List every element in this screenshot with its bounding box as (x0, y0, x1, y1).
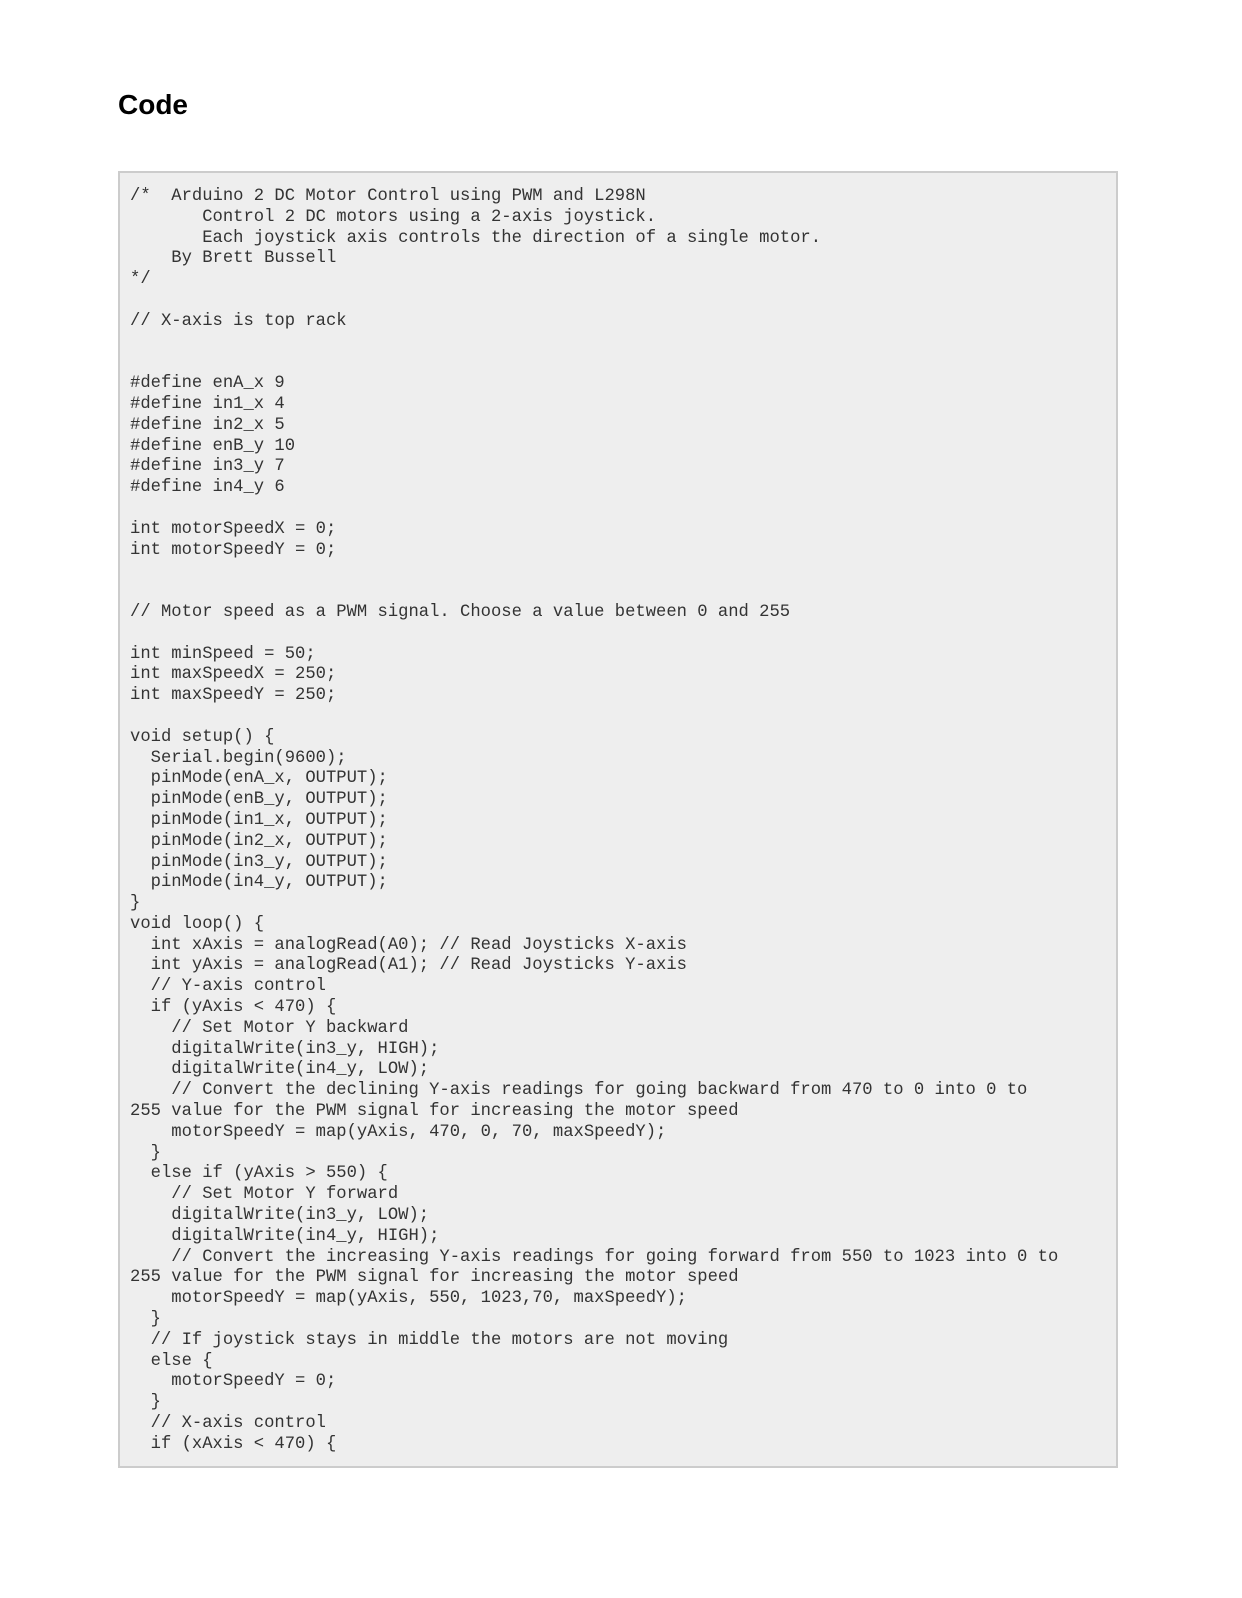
code-line (130, 499, 1108, 520)
code-line: // Set Motor Y backward (130, 1018, 409, 1038)
code-line: digitalWrite(in3_y, HIGH); (130, 1039, 440, 1059)
code-line: pinMode(in4_y, OUTPUT); (130, 873, 388, 893)
code-line (130, 291, 1108, 312)
code-line: pinMode(in1_x, OUTPUT); (130, 810, 388, 830)
code-line: } (130, 1143, 161, 1163)
code-line: // X-axis control (130, 1414, 326, 1434)
code-line: #define in2_x 5 (130, 415, 285, 435)
code-line: } (130, 894, 141, 914)
code-line: #define in3_y 7 (130, 457, 285, 477)
code-line: Control 2 DC motors using a 2-axis joystick. (130, 207, 657, 227)
code-line: pinMode(in3_y, OUTPUT); (130, 852, 388, 872)
code-line: digitalWrite(in4_y, HIGH); (130, 1226, 440, 1246)
code-line: // Convert the declining Y-axis readings for going backward from 470 to 0 into 0 to (130, 1081, 1028, 1101)
code-line: int motorSpeedY = 0; (130, 540, 337, 560)
code-line: */ (130, 270, 151, 290)
code-line: void setup() { (130, 727, 275, 747)
code-line: // Y-axis control (130, 977, 326, 997)
code-line: /* Arduino 2 DC Motor Control using PWM and L298N (130, 187, 646, 206)
code-line: // Motor speed as a PWM signal. Choose a value between 0 and 255 (130, 602, 791, 622)
code-block (118, 171, 1118, 1468)
code-line: } (130, 1310, 161, 1330)
code-line: int maxSpeedY = 250; (130, 686, 337, 706)
code-line: 255 value for the PWM signal for increasing the motor speed (130, 1268, 739, 1288)
code-line: int yAxis = analogRead(A1); // Read Joysticks Y-axis (130, 956, 687, 976)
code-line: else { (130, 1351, 213, 1371)
code-line (130, 561, 1108, 582)
code-line: digitalWrite(in3_y, LOW); (130, 1206, 430, 1226)
code-line: int xAxis = analogRead(A0); // Read Joysticks X-axis (130, 935, 687, 955)
code-line: #define in1_x 4 (130, 394, 285, 414)
code-line: int minSpeed = 50; (130, 644, 316, 664)
code-line: motorSpeedY = 0; (130, 1372, 337, 1392)
code-line: // Set Motor Y forward (130, 1185, 399, 1205)
code-line (130, 353, 1108, 374)
code-line: int motorSpeedX = 0; (130, 519, 337, 539)
code-line: pinMode(enB_y, OUTPUT); (130, 790, 388, 810)
code-line: else if (yAxis > 550) { (130, 1164, 388, 1184)
code-line: #define enA_x 9 (130, 374, 285, 394)
code-line (130, 624, 1108, 645)
code-line (130, 582, 1108, 603)
code-line: 255 value for the PWM signal for increasing the motor speed (130, 1102, 739, 1122)
code-line: Serial.begin(9600); (130, 748, 347, 768)
code-line: // X-axis is top rack (130, 311, 347, 331)
code-line: } (130, 1393, 161, 1413)
code-line: if (yAxis < 470) { (130, 998, 337, 1018)
code-line: By Brett Bussell (130, 249, 337, 269)
code-line: Each joystick axis controls the direction of a single motor. (130, 228, 822, 248)
code-line: void loop() { (130, 914, 265, 934)
code-line: motorSpeedY = map(yAxis, 550, 1023,70, maxSpeedY); (130, 1289, 687, 1309)
section-heading: Code (118, 89, 188, 120)
code-line: int maxSpeedX = 250; (130, 665, 337, 685)
code-line: #define enB_y 10 (130, 436, 296, 456)
code-line: pinMode(enA_x, OUTPUT); (130, 769, 388, 789)
code-line: pinMode(in2_x, OUTPUT); (130, 831, 388, 851)
code-line: motorSpeedY = map(yAxis, 470, 0, 70, maxSpeedY); (130, 1122, 667, 1142)
code-line: // If joystick stays in middle the motors are not moving (130, 1330, 729, 1350)
code-line (130, 333, 1108, 354)
code-line: if (xAxis < 470) { (130, 1434, 337, 1454)
code-line: #define in4_y 6 (130, 478, 285, 498)
code-line: // Convert the increasing Y-axis readings for going forward from 550 to 1023 into 0 to (130, 1247, 1059, 1267)
code-line (130, 707, 1108, 728)
code-line: digitalWrite(in4_y, LOW); (130, 1060, 430, 1080)
